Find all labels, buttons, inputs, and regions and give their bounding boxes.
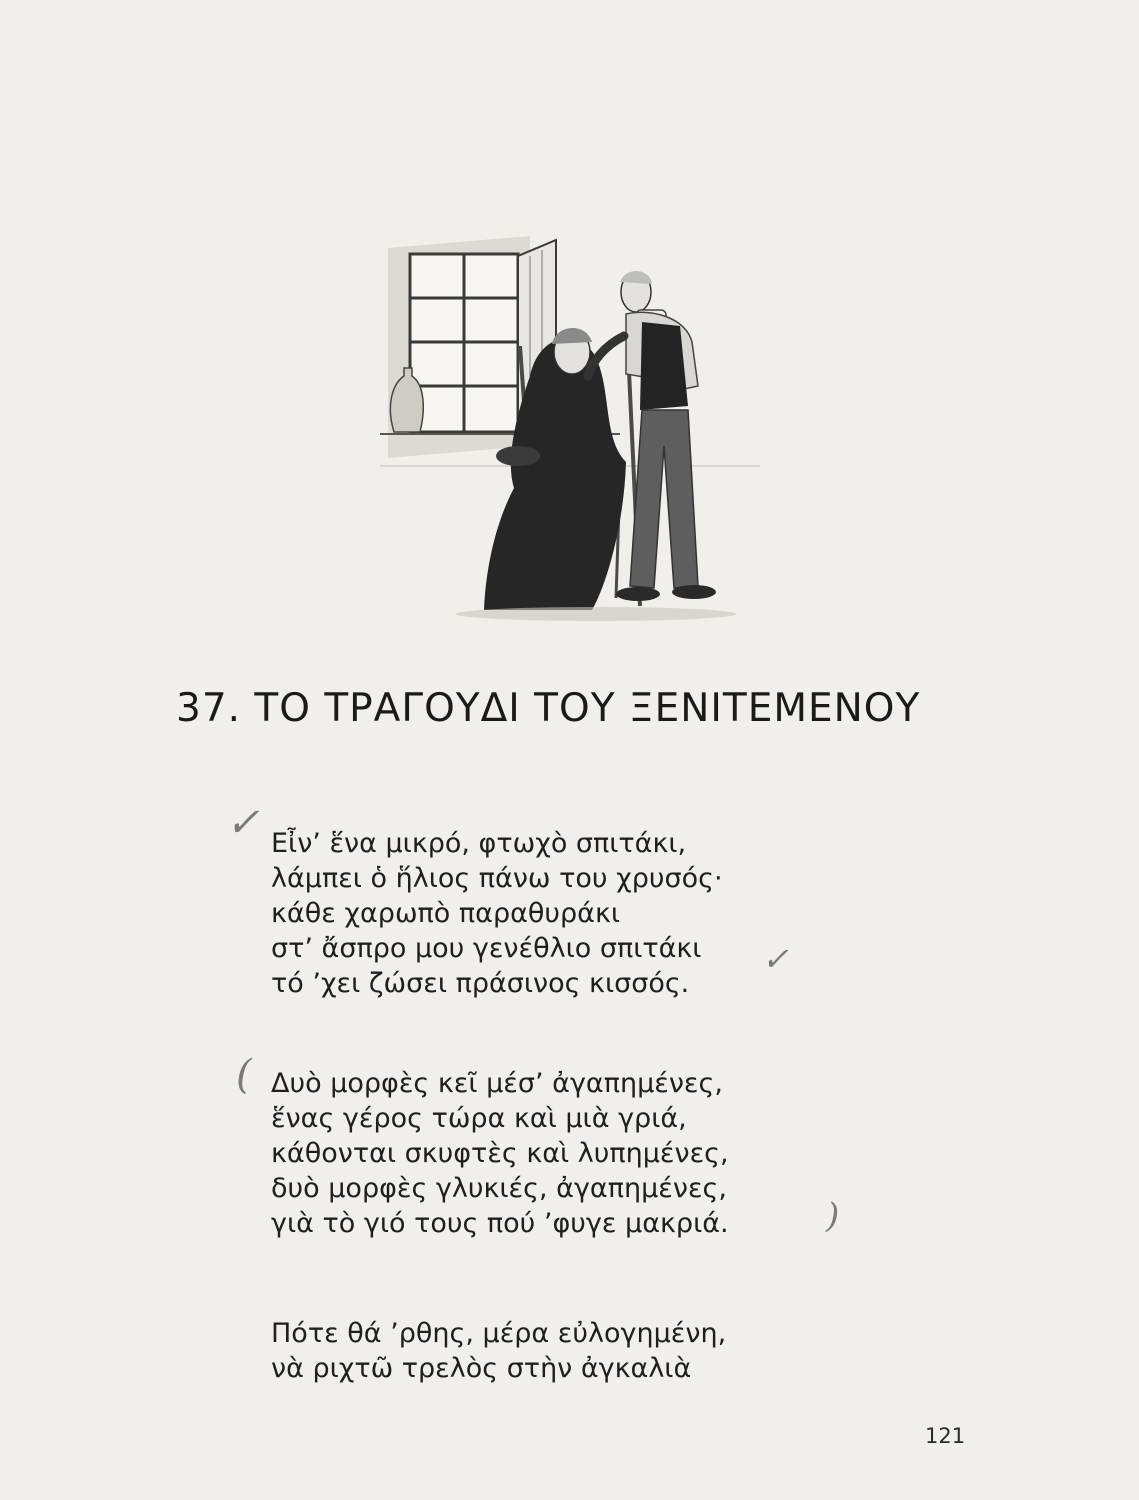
pencil-bracket-close-icon: ): [826, 1196, 840, 1236]
poem-line: Εἶν’ ἕνα μικρό, φτωχὸ σπιτάκι,: [271, 828, 687, 859]
chapter-title: 37. ΤΟ ΤΡΑΓΟΥΔΙ ΤΟΥ ΞΕΝΙΤΕΜΕΝΟΥ: [176, 686, 921, 731]
poem-line: δυὸ μορφὲς γλυκιές, ἀγαπημένες,: [271, 1173, 727, 1204]
poem-line: Δυὸ μορφὲς κεῖ μέσ’ ἀγαπημένες,: [271, 1068, 723, 1099]
pencil-bracket-open-icon: (: [236, 1052, 252, 1098]
poem-stanza-3: [271, 1316, 726, 1386]
poem-line: Πότε θά ’ρθης, μέρα εὐλογημένη,: [271, 1318, 727, 1349]
poem-stanza-2: [271, 1066, 729, 1241]
illustration-elderly-couple-by-window: [380, 226, 760, 622]
poem-line: τό ’χει ζώσει πράσινος κισσός.: [271, 968, 690, 999]
poem-line: κάθονται σκυφτὲς καὶ λυπημένες,: [271, 1138, 729, 1169]
poem-line: λάμπει ὁ ἥλιος πάνω του χρυσός·: [271, 863, 723, 894]
poem-line: ἕνας γέρος τώρα καὶ μιὰ γριά,: [271, 1103, 687, 1134]
page-number: 121: [925, 1424, 966, 1448]
pencil-checkmark-icon: ✓: [762, 940, 789, 978]
poem-line: γιὰ τὸ γιό τους πού ’φυγε μακριά.: [271, 1208, 729, 1239]
poem-stanza-1: [271, 826, 723, 1001]
poem-line: κάθε χαρωπὸ παραθυράκι: [271, 898, 621, 929]
pencil-checkmark-icon: ✓: [226, 800, 260, 846]
poem-line: νὰ ριχτῶ τρελὸς στὴν ἀγκαλιὰ: [271, 1353, 692, 1384]
poem-line: στ’ ἄσπρο μου γενέθλιο σπιτάκι: [271, 933, 702, 964]
